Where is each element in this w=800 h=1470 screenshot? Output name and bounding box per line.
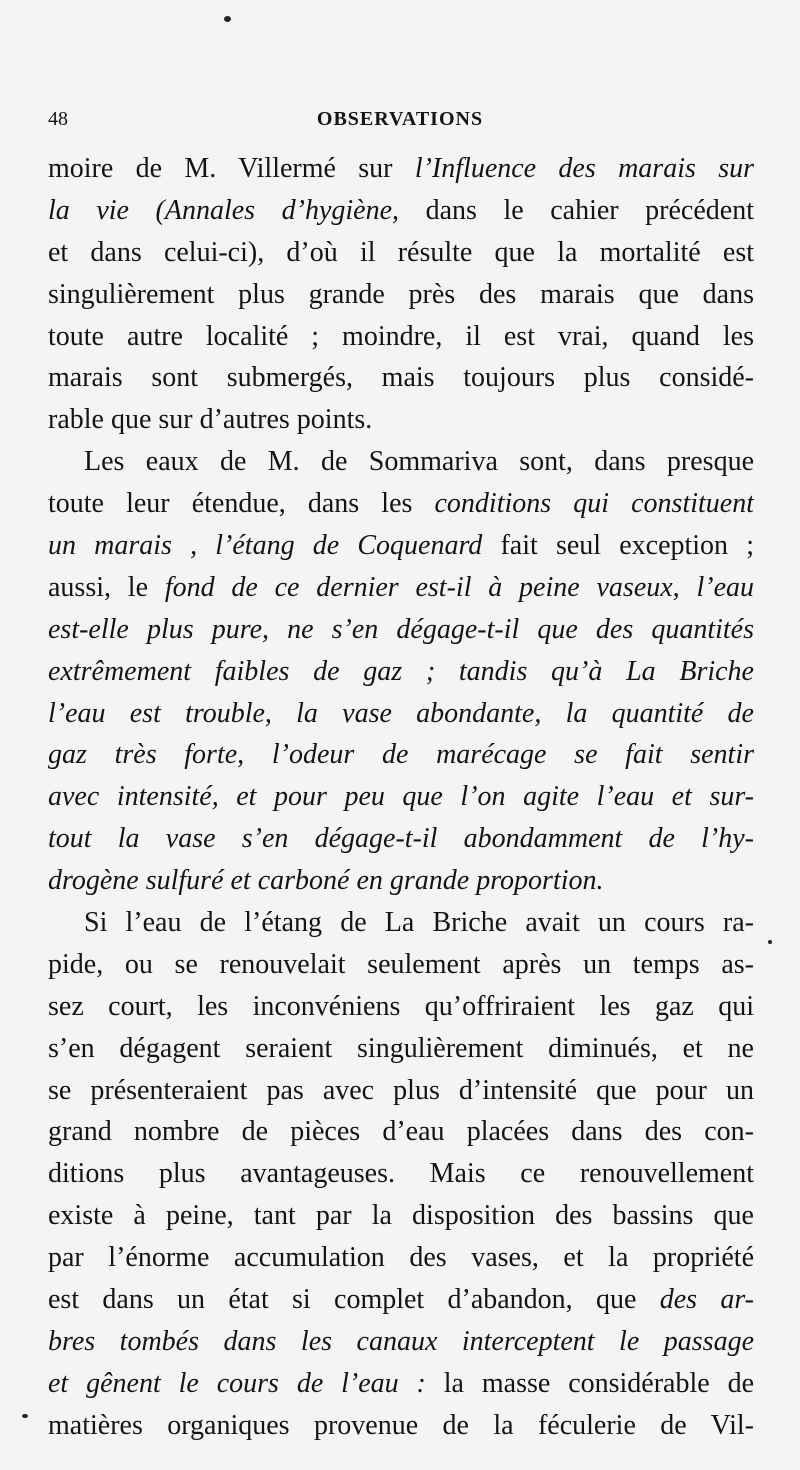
text-line (48, 651, 754, 693)
text-line (48, 190, 754, 232)
text-run: rable que sur d’autres points. (48, 404, 373, 436)
text-line (48, 1195, 754, 1237)
text-run: singulièrement plus grande près des marais que dans (48, 278, 754, 310)
text-line (48, 148, 754, 190)
text-run: sez court, les inconvéniens qu’offriraient les gaz qui (48, 990, 754, 1022)
text-run: par l’énorme accumulation des vases, et la propriété (48, 1242, 754, 1274)
ink-speck (224, 16, 231, 22)
text-line (48, 441, 754, 483)
text-line (48, 1405, 754, 1447)
italic-text: l’Influence des marais sur (414, 153, 754, 184)
text-line (48, 944, 754, 986)
text-run: moire de M. Villermé sur (48, 153, 415, 184)
text-line (48, 1070, 754, 1112)
text-run: est dans un état si complet d’abandon, que (48, 1284, 660, 1316)
italic-text: des ar- (659, 1284, 754, 1316)
text-line (48, 776, 754, 818)
text-run: fait seul exception ; (482, 530, 754, 562)
italic-text: la vie (Annales d’hygiène, (48, 194, 400, 226)
text-line (48, 860, 754, 902)
text-line (48, 734, 754, 776)
italic-text: conditions qui constituent (434, 488, 754, 520)
text-run: aussi, le (48, 571, 165, 603)
page-number: 48 (48, 108, 68, 130)
text-line (48, 1153, 754, 1195)
text-run: grand nombre de pièces d’eau placées dans des con- (48, 1116, 754, 1148)
text-run: toute leur étendue, dans les (48, 488, 435, 520)
text-run: existe à peine, tant par la disposition des bassins que (48, 1200, 754, 1232)
text-line (48, 483, 754, 525)
italic-text: extrêmement faibles de gaz ; tandis qu’à La Briche (48, 655, 754, 687)
text-run: la masse considérable de (425, 1367, 754, 1399)
page-header (48, 108, 752, 144)
italic-text: l’eau est trouble, la vase abondante, la quantité de (48, 697, 754, 729)
text-line (48, 1237, 754, 1279)
text-run: Les eaux de M. de Sommariva sont, dans presque (84, 446, 754, 478)
text-line (48, 1111, 754, 1153)
ink-speck (768, 940, 772, 944)
text-line (48, 1321, 754, 1363)
italic-text: drogène sulfuré et carboné en grande proportion. (48, 865, 604, 897)
italic-text: fond de ce dernier est-il à peine vaseux, l’eau (164, 571, 754, 603)
text-run: pide, ou se renouvelait seulement après un temps as- (48, 948, 754, 980)
text-line (48, 357, 754, 399)
running-head: OBSERVATIONS (316, 108, 484, 130)
text-run: matières organiques provenue de la féculerie de Vil- (48, 1409, 754, 1441)
italic-text: tout la vase s’en dégage-t-il abondamment de l’hy- (48, 823, 754, 855)
italic-text: et gênent le cours de l’eau : (48, 1367, 426, 1399)
ink-speck (22, 1414, 28, 1418)
italic-text: avec intensité (48, 781, 212, 813)
italic-text: est-elle plus pure, ne s’en dégage-t-il que des quantités (48, 613, 754, 645)
text-line (48, 567, 754, 609)
italic-text: gaz très forte, l’odeur de marécage se fait sentir (48, 739, 754, 771)
text-line (48, 232, 754, 274)
text-line (48, 1363, 754, 1405)
text-run: s’en dégagent seraient singulièrement diminués, et ne (48, 1032, 754, 1064)
text-run: marais sont submergés, mais toujours plus considé- (48, 362, 754, 394)
text-line (48, 1028, 754, 1070)
text-run: ditions plus avantageuses. Mais ce renouvellement (48, 1158, 754, 1190)
text-line (48, 986, 754, 1028)
text-line (48, 902, 754, 944)
text-line (48, 818, 754, 860)
text-line (48, 609, 754, 651)
text-line (48, 274, 754, 316)
italic-text: , et pour peu que l’on agite l’eau et sur- (211, 781, 754, 813)
text-run: dans le cahier précédent (399, 194, 754, 226)
text-run: toute autre localité ; moindre, il est vrai, quand les (48, 320, 754, 352)
text-run: se présenteraient pas avec plus d’intensité que pour un (48, 1074, 754, 1106)
italic-text: bres tombés dans les canaux interceptent le passage (48, 1325, 754, 1357)
text-line (48, 525, 754, 567)
italic-text: un marais , l’étang de Coquenard (48, 530, 483, 562)
text-line (48, 316, 754, 358)
body-text (48, 148, 754, 1447)
text-run: Si l’eau de l’étang de La Briche avait un cours ra- (84, 907, 754, 939)
text-run: et dans celui-ci), d’où il résulte que la mortalité est (48, 236, 754, 268)
text-line (48, 693, 754, 735)
text-line (48, 1279, 754, 1321)
text-line (48, 399, 754, 441)
